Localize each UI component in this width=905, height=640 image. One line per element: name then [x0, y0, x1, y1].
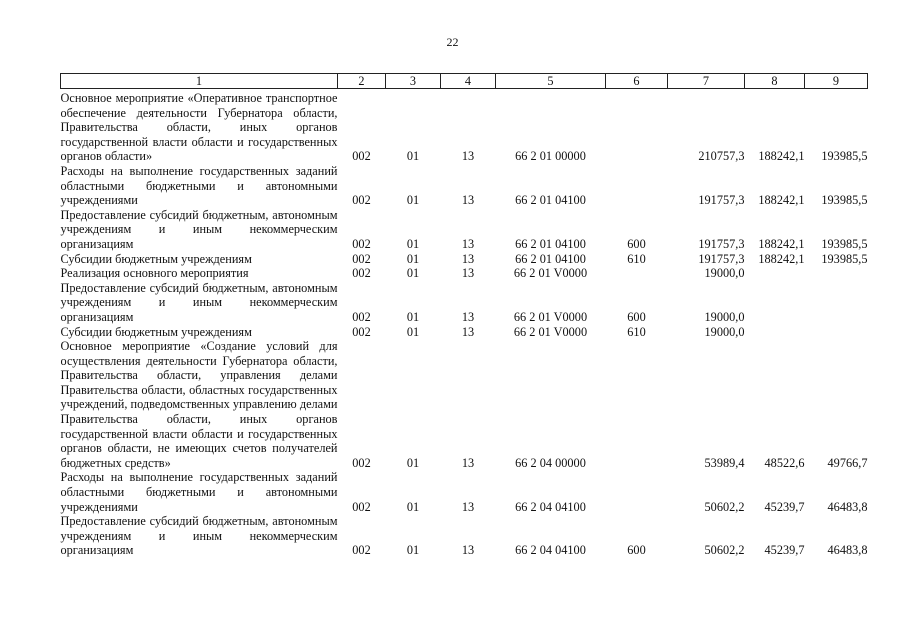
row-amount-year1: 19000,0: [704, 309, 745, 324]
row-expense-type: 600: [627, 309, 646, 324]
column-header: 1: [61, 74, 338, 89]
row-ministry-code: 002: [352, 543, 371, 558]
row-target-code: 66 2 01 V0000: [513, 266, 588, 281]
row-section-code: 01: [406, 149, 420, 164]
row-amount-year1: 50602,2: [704, 543, 745, 558]
row-subsection-code: 13: [461, 236, 475, 251]
table-row: [61, 91, 868, 164]
table-row: [61, 281, 868, 325]
row-amount-year1: 191757,3: [698, 236, 745, 251]
row-target-code: 66 2 01 V0000: [513, 309, 588, 324]
row-amount-year3: [805, 281, 868, 325]
row-amount-year1: 210757,3: [698, 149, 745, 164]
row-description: Расходы на выполнение государственных заданий областными бюджетными и автономными учреждениями: [60, 470, 338, 514]
row-description: Предоставление субсидий бюджетным, автономным учреждениям и иным некоммерческим организациям: [60, 207, 338, 251]
row-ministry-code: 002: [352, 324, 371, 339]
row-subsection-code: 13: [461, 193, 475, 208]
row-description: Субсидии бюджетным учреждениям: [60, 251, 252, 266]
row-expense-type: [606, 470, 668, 514]
row-expense-type: 600: [627, 236, 646, 251]
table-row: [61, 164, 868, 208]
row-subsection-code: 13: [461, 149, 475, 164]
row-ministry-code: 002: [352, 251, 371, 266]
row-expense-type: [606, 339, 668, 470]
row-amount-year1: 19000,0: [704, 324, 745, 339]
table-row: [61, 252, 868, 267]
row-amount-year2: [745, 281, 805, 325]
row-amount-year1: 50602,2: [704, 499, 745, 514]
row-description: Основное мероприятие «Создание условий для осуществления деятельности Губернатора области, Правительства области, управления делами Правительства области, областных государственных учреждений, подведомственных управлению делами Правительства области, иных органов государственной власти области и государственных органов области, не имеющих счетов получателей бюджетных средств»: [60, 339, 338, 470]
row-section-code: 01: [406, 236, 420, 251]
row-amount-year3: 49766,7: [827, 455, 868, 470]
row-ministry-code: 002: [352, 266, 371, 281]
row-expense-type: [606, 266, 668, 281]
row-expense-type: 610: [627, 324, 646, 339]
row-amount-year2: 188242,1: [758, 149, 805, 164]
row-section-code: 01: [406, 251, 420, 266]
row-amount-year2: 188242,1: [758, 251, 805, 266]
table-row: [61, 514, 868, 558]
row-target-code: 66 2 04 04100: [515, 499, 586, 514]
row-target-code: 66 2 04 04100: [515, 543, 586, 558]
column-header: 9: [805, 74, 868, 89]
row-amount-year2: [745, 266, 805, 281]
row-section-code: 01: [406, 543, 420, 558]
row-expense-type: [606, 164, 668, 208]
row-amount-year3: 46483,8: [827, 499, 868, 514]
column-header: 2: [338, 74, 386, 89]
row-amount-year2: 188242,1: [758, 193, 805, 208]
row-target-code: 66 2 01 00000: [515, 149, 586, 164]
row-subsection-code: 13: [461, 309, 475, 324]
header-row: [61, 74, 868, 89]
row-target-code: 66 2 01 V0000: [513, 324, 588, 339]
column-header: 5: [496, 74, 606, 89]
column-header: 3: [386, 74, 441, 89]
column-header: 4: [441, 74, 496, 89]
row-description: Расходы на выполнение государственных заданий областными бюджетными и автономными учреждениями: [60, 163, 338, 208]
row-section-code: 01: [406, 193, 420, 208]
column-header: 8: [745, 74, 805, 89]
row-amount-year2: 45239,7: [764, 543, 805, 558]
row-target-code: 66 2 01 04100: [515, 251, 586, 266]
row-ministry-code: 002: [352, 193, 371, 208]
table-row: [61, 208, 868, 252]
row-subsection-code: 13: [461, 324, 475, 339]
row-section-code: 01: [406, 309, 420, 324]
row-amount-year2: 188242,1: [758, 236, 805, 251]
row-target-code: 66 2 01 04100: [515, 236, 586, 251]
row-section-code: 01: [406, 266, 420, 281]
row-ministry-code: 002: [352, 455, 371, 470]
row-ministry-code: 002: [352, 499, 371, 514]
row-amount-year1: 191757,3: [698, 251, 745, 266]
row-ministry-code: 002: [352, 149, 371, 164]
row-expense-type: 610: [627, 251, 646, 266]
table-row: [61, 325, 868, 340]
row-expense-type: 600: [627, 543, 646, 558]
row-ministry-code: 002: [352, 236, 371, 251]
row-subsection-code: 13: [461, 543, 475, 558]
row-amount-year3: 193985,5: [821, 236, 868, 251]
table-row: [61, 266, 868, 281]
table-row: [61, 339, 868, 470]
row-subsection-code: 13: [461, 251, 475, 266]
row-expense-type: [606, 91, 668, 164]
row-amount-year3: 193985,5: [821, 149, 868, 164]
row-amount-year1: 19000,0: [704, 266, 745, 281]
row-description: Предоставление субсидий бюджетным, автономным учреждениям и иным некоммерческим организациям: [60, 280, 338, 324]
row-subsection-code: 13: [461, 455, 475, 470]
row-section-code: 01: [406, 499, 420, 514]
row-description: Основное мероприятие «Оперативное транспортное обеспечение деятельности Губернатора области, Правительства области, иных органов государственной власти области и государственных органов области»: [60, 91, 338, 164]
row-amount-year3: 46483,8: [827, 543, 868, 558]
row-target-code: 66 2 01 04100: [515, 193, 586, 208]
row-section-code: 01: [406, 324, 420, 339]
row-amount-year2: [745, 325, 805, 340]
row-description: Субсидии бюджетным учреждениям: [60, 324, 252, 339]
row-amount-year3: [805, 266, 868, 281]
column-header: 7: [668, 74, 745, 89]
budget-table: [60, 73, 868, 558]
table-row: [61, 470, 868, 514]
row-amount-year3: 193985,5: [821, 193, 868, 208]
row-amount-year3: [805, 325, 868, 340]
column-header: 6: [606, 74, 668, 89]
row-amount-year1: 53989,4: [704, 455, 745, 470]
row-amount-year3: 193985,5: [821, 251, 868, 266]
row-subsection-code: 13: [461, 266, 475, 281]
row-ministry-code: 002: [352, 309, 371, 324]
row-description: Реализация основного мероприятия: [60, 266, 249, 281]
row-description: Предоставление субсидий бюджетным, автономным учреждениям и иным некоммерческим организациям: [60, 514, 338, 558]
row-amount-year2: 45239,7: [764, 499, 805, 514]
row-amount-year1: 191757,3: [698, 193, 745, 208]
row-target-code: 66 2 04 00000: [515, 455, 586, 470]
page-number: 22: [446, 35, 459, 49]
row-amount-year2: 48522,6: [764, 455, 805, 470]
row-subsection-code: 13: [461, 499, 475, 514]
row-section-code: 01: [406, 455, 420, 470]
